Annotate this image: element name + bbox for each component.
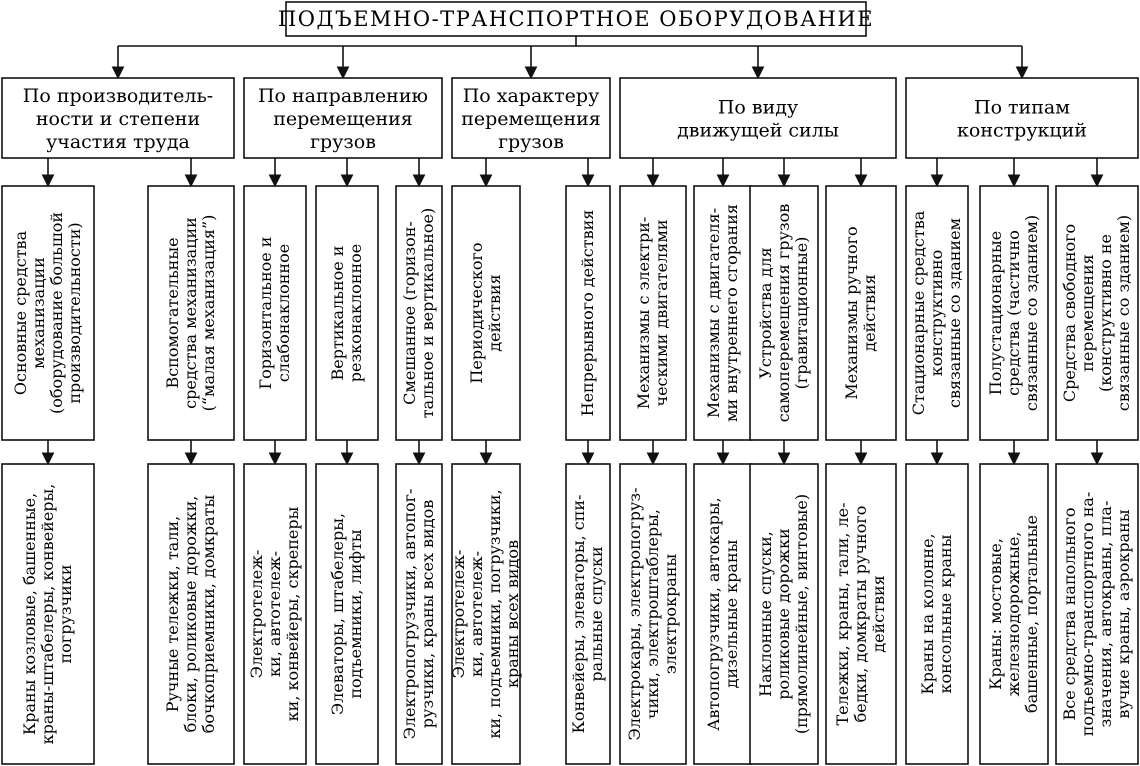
example-label-character-1-line: Конвейеры, элеваторы, спи- bbox=[569, 494, 588, 734]
type-label-construction-2-line: связанные со зданием) bbox=[1114, 214, 1133, 412]
example-label-construction-1-line: Краны: мостовые, bbox=[986, 538, 1005, 690]
type-label-productivity-1-line: Вспомогательные bbox=[163, 237, 182, 389]
type-label-productivity-0 bbox=[11, 212, 84, 414]
example-label-character-0-line: краны всех видов bbox=[503, 540, 522, 688]
category-label-productivity-line: ности и степени bbox=[35, 108, 201, 130]
example-label-construction-2-line: Все средства напольного bbox=[1060, 507, 1079, 721]
category-label-construction bbox=[957, 97, 1087, 142]
type-label-force-2-line: самоперемещения грузов bbox=[774, 203, 793, 423]
example-label-force-1-line: дизельные краны bbox=[722, 539, 741, 689]
example-label-force-0-line: Электрокары, электропогруз- bbox=[625, 487, 644, 741]
example-label-force-2-line: Наклонные спуски, bbox=[756, 531, 775, 697]
example-label-construction-2-line: подъемно-транспортного на- bbox=[1078, 491, 1097, 737]
diagram-boxes bbox=[2, 2, 1138, 764]
title-text bbox=[278, 7, 874, 31]
category-label-character-line: перемещения bbox=[461, 108, 601, 130]
type-label-force-2-line: (гравитационные) bbox=[792, 236, 811, 390]
category-label-productivity-line: По производитель- bbox=[22, 85, 214, 107]
example-label-productivity-1-line: блоки, роликовые дорожки, bbox=[181, 495, 200, 733]
type-label-construction-1 bbox=[986, 215, 1041, 411]
category-label-character-line: По характеру bbox=[462, 85, 600, 107]
category-label-force-line: движущей силы bbox=[677, 119, 839, 142]
category-label-construction-line: конструкций bbox=[957, 119, 1087, 142]
type-label-character-0-line: Периодического bbox=[467, 242, 486, 384]
type-label-productivity-0-line: Основные средства bbox=[11, 230, 30, 396]
type-label-construction-1-line: Полустационарные bbox=[986, 230, 1005, 396]
category-label-productivity-line: участия труда bbox=[46, 131, 190, 153]
category-label-productivity bbox=[23, 85, 213, 153]
type-label-force-2-line: Устройства для bbox=[756, 247, 775, 379]
example-label-force-3-line: Тележки, краны, тали, ле- bbox=[833, 502, 852, 726]
category-label-character-line: грузов bbox=[498, 131, 564, 153]
type-label-productivity-1-line: средства механизации bbox=[181, 217, 200, 409]
example-label-productivity-1-line: бочкоприемники, домкраты bbox=[199, 494, 218, 734]
type-label-direction-0-line: Горизонтальное и bbox=[256, 236, 275, 390]
type-label-force-3-line: Механизмы ручного bbox=[842, 226, 861, 400]
example-label-direction-2-line: Электропогрузчики, автопог- bbox=[400, 488, 419, 740]
type-label-construction-0-line: Стационарные средства bbox=[909, 210, 928, 416]
type-label-construction-1-line: связанные со зданием) bbox=[1022, 214, 1041, 412]
type-label-construction-1-line: средства (частично bbox=[1004, 230, 1023, 396]
type-label-direction-2 bbox=[400, 208, 437, 419]
example-label-construction-0-line: консольные краны bbox=[936, 534, 955, 694]
type-label-construction-2 bbox=[1060, 215, 1133, 411]
example-label-construction-2-line: значения, автокраны, пла- bbox=[1096, 500, 1115, 728]
type-label-force-3-line: действия bbox=[860, 274, 879, 352]
type-label-force-1-line: ми внутреннего сгорания bbox=[722, 204, 741, 422]
example-label-character-0-line: Электротележ- bbox=[449, 549, 468, 679]
type-label-direction-2-line: тальное и вертикальное) bbox=[418, 207, 437, 419]
example-label-direction-1-line: Элеваторы, штабелеры, bbox=[328, 512, 347, 716]
example-label-direction-0-line: Электротележ- bbox=[247, 549, 266, 679]
type-label-force-1-line: Механизмы с двигателя- bbox=[704, 207, 723, 419]
title-text-line: ПОДЪЕМНО-ТРАНСПОРТНОЕ ОБОРУДОВАНИЕ bbox=[277, 7, 875, 31]
example-label-force-0-line: чики, электроштаблеры, bbox=[643, 509, 662, 719]
type-label-character-1-line: Непрерывного действия bbox=[578, 209, 597, 417]
type-label-construction-2-line: Средства свободного bbox=[1060, 223, 1079, 403]
example-label-direction-0-line: ки, конвейеры, скреперы bbox=[283, 506, 302, 722]
example-label-productivity-0-line: Краны козловые, башенные, bbox=[20, 492, 39, 736]
type-label-construction-2-line: перемещения bbox=[1078, 254, 1097, 372]
example-label-direction-2 bbox=[400, 489, 437, 740]
example-label-construction-0 bbox=[918, 533, 955, 694]
type-label-productivity-0-line: механизации bbox=[29, 257, 48, 369]
type-label-productivity-1 bbox=[163, 215, 218, 412]
example-label-construction-1-line: башенные, портальные bbox=[1022, 515, 1041, 713]
example-label-direction-1-line: подъемники, лифты bbox=[346, 529, 365, 699]
type-label-character-1 bbox=[578, 210, 597, 417]
type-label-force-0 bbox=[634, 217, 671, 410]
type-label-character-0-line: действия bbox=[485, 274, 504, 352]
type-label-force-1 bbox=[704, 204, 741, 422]
type-label-direction-2-line: Смешанное (горизон- bbox=[400, 221, 419, 405]
example-label-force-0-line: электрокраны bbox=[661, 553, 680, 675]
category-label-direction-line: перемещения bbox=[273, 108, 413, 130]
category-label-force-line: По виду bbox=[717, 96, 799, 119]
type-label-direction-1-line: резконаклонное bbox=[346, 243, 365, 383]
example-label-force-2-line: (прямолинейные, винтовые) bbox=[792, 493, 811, 735]
type-label-construction-0-line: конструктивно bbox=[927, 249, 946, 377]
example-label-force-3-line: бедки, домкраты ручного bbox=[851, 505, 870, 723]
type-label-force-0-line: Механизмы с электри- bbox=[634, 216, 653, 410]
example-label-direction-0-line: ки, автотележ- bbox=[265, 551, 284, 677]
example-label-productivity-0-line: краны-штабелеры, конвейеры, bbox=[38, 483, 57, 745]
example-label-construction-2 bbox=[1060, 492, 1133, 737]
type-label-direction-1-line: Вертикальное и bbox=[328, 245, 347, 381]
category-label-direction-line: грузов bbox=[310, 131, 376, 153]
category-label-construction-line: По типам bbox=[974, 96, 1070, 119]
type-label-direction-0 bbox=[256, 237, 293, 390]
type-label-productivity-1-line: (“малая механизация”) bbox=[199, 214, 218, 412]
example-label-construction-0-line: Краны на колонне, bbox=[918, 533, 937, 695]
example-label-force-3-line: действия bbox=[869, 575, 888, 653]
type-label-direction-0-line: слабонаклонное bbox=[274, 243, 293, 383]
example-label-character-0-line: ки, автотележ- bbox=[467, 551, 486, 677]
example-label-construction-1-line: железнодорожные, bbox=[1004, 531, 1023, 697]
example-label-construction-1 bbox=[986, 515, 1041, 713]
example-label-productivity-0-line: погрузчики bbox=[56, 564, 75, 664]
example-label-force-2-line: роликовые дорожки bbox=[774, 528, 793, 700]
example-label-character-1-line: ральные спуски bbox=[587, 546, 606, 682]
type-label-force-0-line: ческими двигателями bbox=[652, 219, 671, 407]
category-label-direction-line: По направлению bbox=[257, 85, 429, 107]
type-label-productivity-0-line: (оборудование большой bbox=[47, 211, 66, 415]
example-label-productivity-1-line: Ручные тележки, тали, bbox=[163, 515, 182, 713]
example-label-productivity-1 bbox=[163, 495, 218, 734]
example-label-direction-1 bbox=[328, 513, 365, 715]
example-label-direction-2-line: рузчики, краны всех видов bbox=[418, 499, 437, 729]
example-label-force-1-line: Автопогрузчики, автокары, bbox=[704, 497, 723, 731]
type-label-construction-2-line: (конструктивно не bbox=[1096, 233, 1115, 393]
type-label-direction-1 bbox=[328, 244, 365, 383]
type-label-productivity-0-line: производительности) bbox=[65, 222, 84, 404]
example-label-construction-2-line: вучие краны, аэрокраны bbox=[1114, 509, 1133, 719]
type-label-construction-0-line: связанные со зданием bbox=[945, 218, 964, 408]
example-label-character-0-line: ки, подъемники, погрузчики, bbox=[485, 489, 504, 739]
